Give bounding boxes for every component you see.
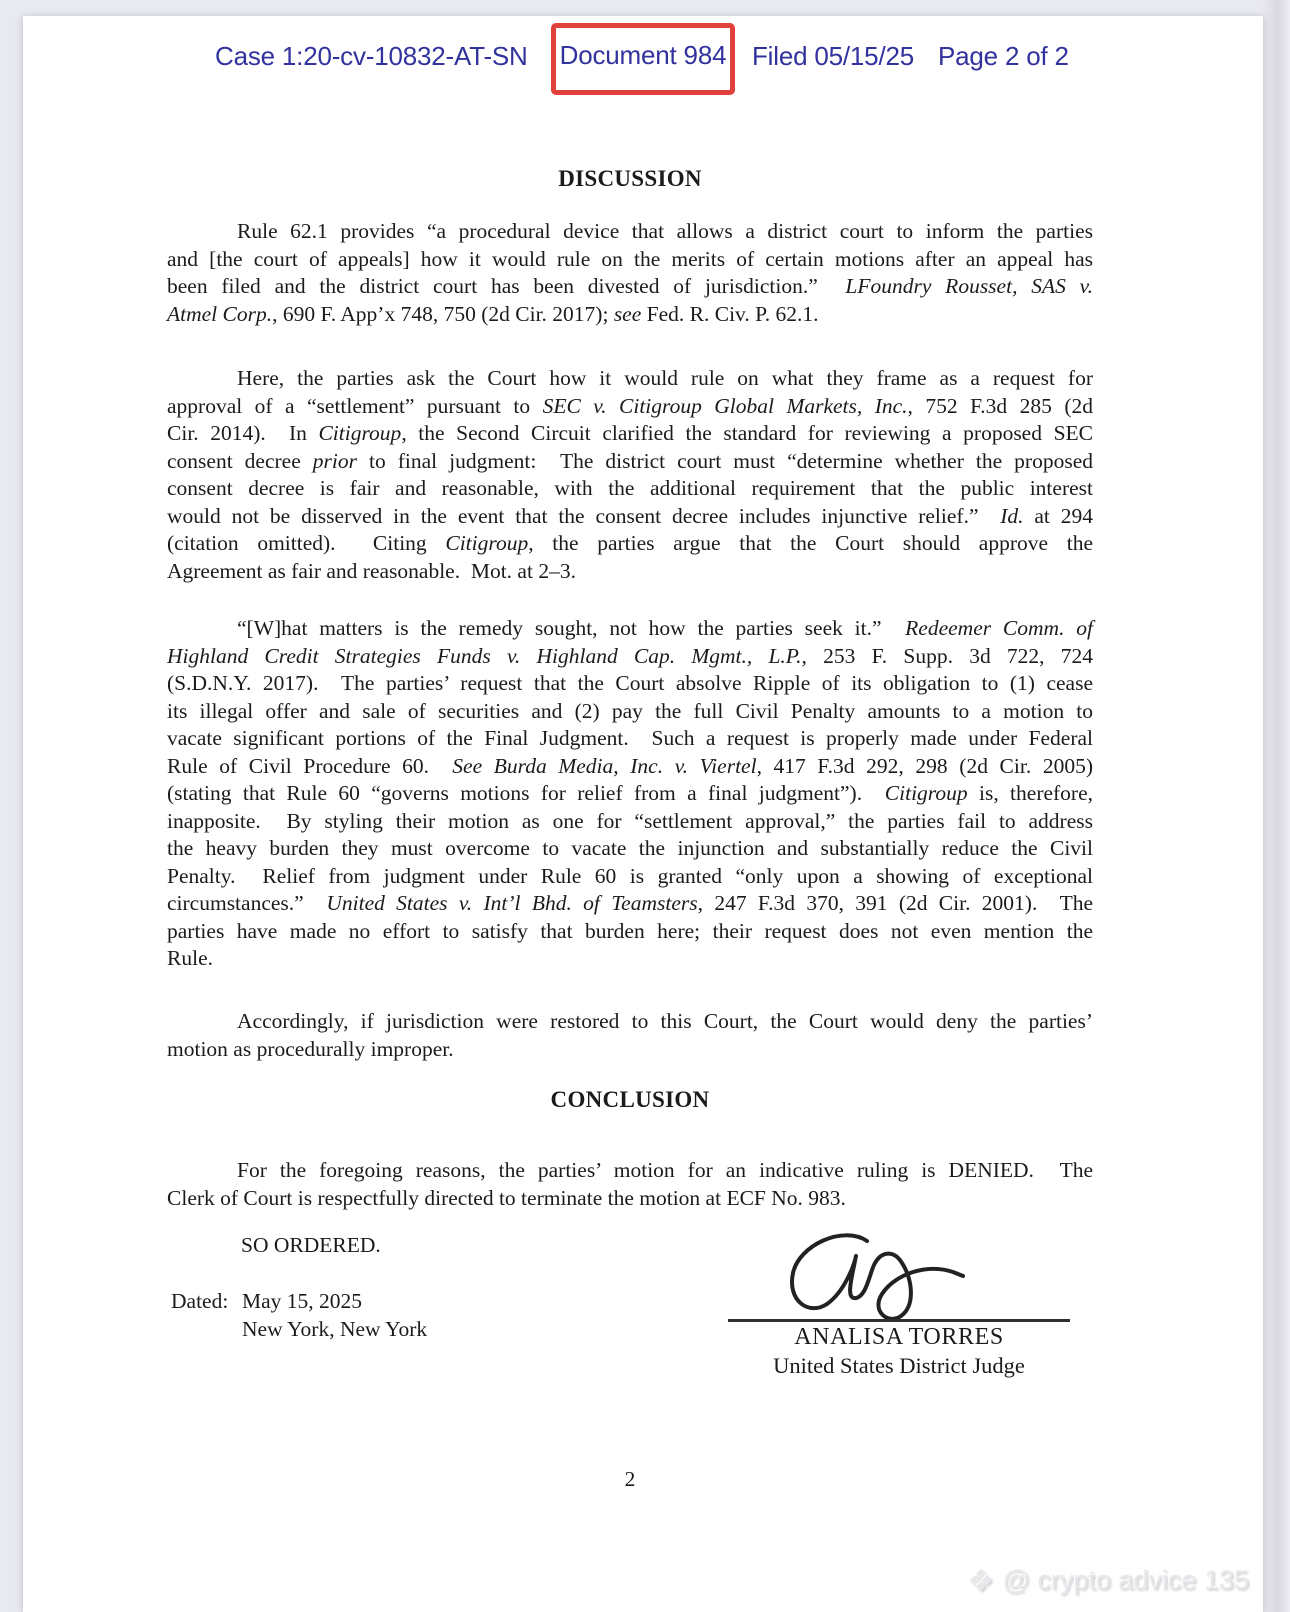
conclusion-heading: CONCLUSION (550, 1087, 710, 1112)
text-line: and [the court of appeals] how it would rule on the merits of certain motions after an appeal has (167, 246, 1093, 271)
text-line: circumstances.” United States v. Int’l Bhd. of Teamsters, 247 F.3d 370, 391 (2d Cir. 2001). The (167, 891, 1093, 915)
dated-label: Dated: (171, 1289, 229, 1313)
text-line: “[W]hat matters is the remedy sought, not how the parties seek it.” Redeemer Comm. of (237, 616, 1093, 640)
backdrop-right-shade (1262, 0, 1290, 1612)
text-line: Penalty. Relief from judgment under Rule 60 is granted “only upon a showing of exceptional (167, 863, 1093, 888)
text-line: approval of a “settlement” pursuant to SEC v. Citigroup Global Markets, Inc., 752 F.3d 285 (2d (167, 393, 1093, 418)
text-line: consent decree prior to final judgment: The district court must “determine whether the proposed (167, 448, 1093, 473)
text-line: inapposite. By styling their motion as one for “settlement approval,” the parties fail to address (167, 808, 1093, 833)
binance-diamond-icon: ❖ (967, 1565, 995, 1598)
text-line: its illegal offer and sale of securities and (2) pay the full Civil Penalty amounts to a motion to (167, 698, 1093, 723)
document-page (23, 16, 1263, 1612)
text-line: Highland Credit Strategies Funds v. Highland Cap. Mgmt., L.P., 253 F. Supp. 3d 722, 724 (167, 643, 1093, 668)
text-line: vacate significant portions of the Final Judgment. Such a request is properly made under Federal (167, 726, 1093, 750)
case-number: Case 1:20-cv-10832-AT-SN (215, 41, 528, 71)
text-line: Clerk of Court is respectfully directed to terminate the motion at ECF No. 983. (167, 1185, 846, 1210)
document-number: Document 984 (559, 40, 727, 70)
text-line: (citation omitted). Citing Citigroup, the parties argue that the Court should approve the (167, 531, 1093, 555)
filed-date: Filed 05/15/25 (752, 41, 914, 71)
text-line: For the foregoing reasons, the parties’ motion for an indicative ruling is DENIED. The (237, 1158, 1093, 1182)
text-line: Rule. (167, 946, 213, 970)
text-line: Accordingly, if jurisdiction were restored to this Court, the Court would deny the parties’ (237, 1009, 1093, 1033)
watermark (968, 1564, 1249, 1599)
text-line: (stating that Rule 60 “governs motions for relief from a final judgment”). Citigroup is, therefore, (167, 781, 1094, 805)
judge-name: ANALISA TORRES (794, 1324, 1004, 1350)
text-line: parties have made no effort to satisfy that burden here; their request does not even mention the (167, 918, 1093, 943)
page-number: 2 (624, 1467, 636, 1491)
text-line: Rule 62.1 provides “a procedural device that allows a district court to inform the parties (237, 219, 1093, 243)
paragraph-5 (167, 1157, 1093, 1212)
text-line: the heavy burden they must overcome to vacate the injunction and substantially reduce the Civil (167, 836, 1093, 860)
paragraph-3 (167, 615, 1093, 973)
watermark-text: @ crypto advice 135 (1002, 1565, 1249, 1595)
paragraph-4 (167, 1008, 1093, 1063)
so-ordered-text: SO ORDERED. (241, 1233, 381, 1257)
text-line: been filed and the district court has been divested of jurisdiction.” LFoundry Rousset, SAS v. (167, 274, 1093, 298)
paragraph-2 (167, 365, 1093, 585)
header-page-label: Page 2 of 2 (938, 41, 1069, 71)
dated-place: New York, New York (242, 1317, 428, 1341)
dated-date: May 15, 2025 (242, 1289, 363, 1313)
paragraph-1 (167, 218, 1093, 328)
text-line: Agreement as fair and reasonable. Mot. at 2–3. (167, 558, 576, 583)
text-line: (S.D.N.Y. 2017). The parties’ request that the Court absolve Ripple of its obligation to (1) cease (167, 671, 1093, 695)
discussion-heading: DISCUSSION (558, 166, 702, 191)
text-line: Cir. 2014). In Citigroup, the Second Circuit clarified the standard for reviewing a proposed SEC (167, 421, 1093, 445)
text-line: would not be disserved in the event that the consent decree includes injunctive relief.” Id. at 294 (167, 503, 1093, 528)
judge-title: United States District Judge (773, 1353, 1025, 1378)
text-line: consent decree is fair and reasonable, with the additional requirement that the public interest (167, 476, 1093, 500)
signature-line (728, 1319, 1070, 1322)
text-line: Here, the parties ask the Court how it would rule on what they frame as a request for (237, 366, 1093, 390)
text-line: motion as procedurally improper. (167, 1036, 454, 1061)
judge-signature-icon (771, 1221, 976, 1321)
text-line: Atmel Corp., 690 F. App’x 748, 750 (2d Cir. 2017); see Fed. R. Civ. P. 62.1. (167, 301, 819, 326)
text-line: Rule of Civil Procedure 60. See Burda Media, Inc. v. Viertel, 417 F.3d 292, 298 (2d Cir. 2005) (167, 753, 1094, 778)
document-number-highlight-box (551, 23, 735, 95)
